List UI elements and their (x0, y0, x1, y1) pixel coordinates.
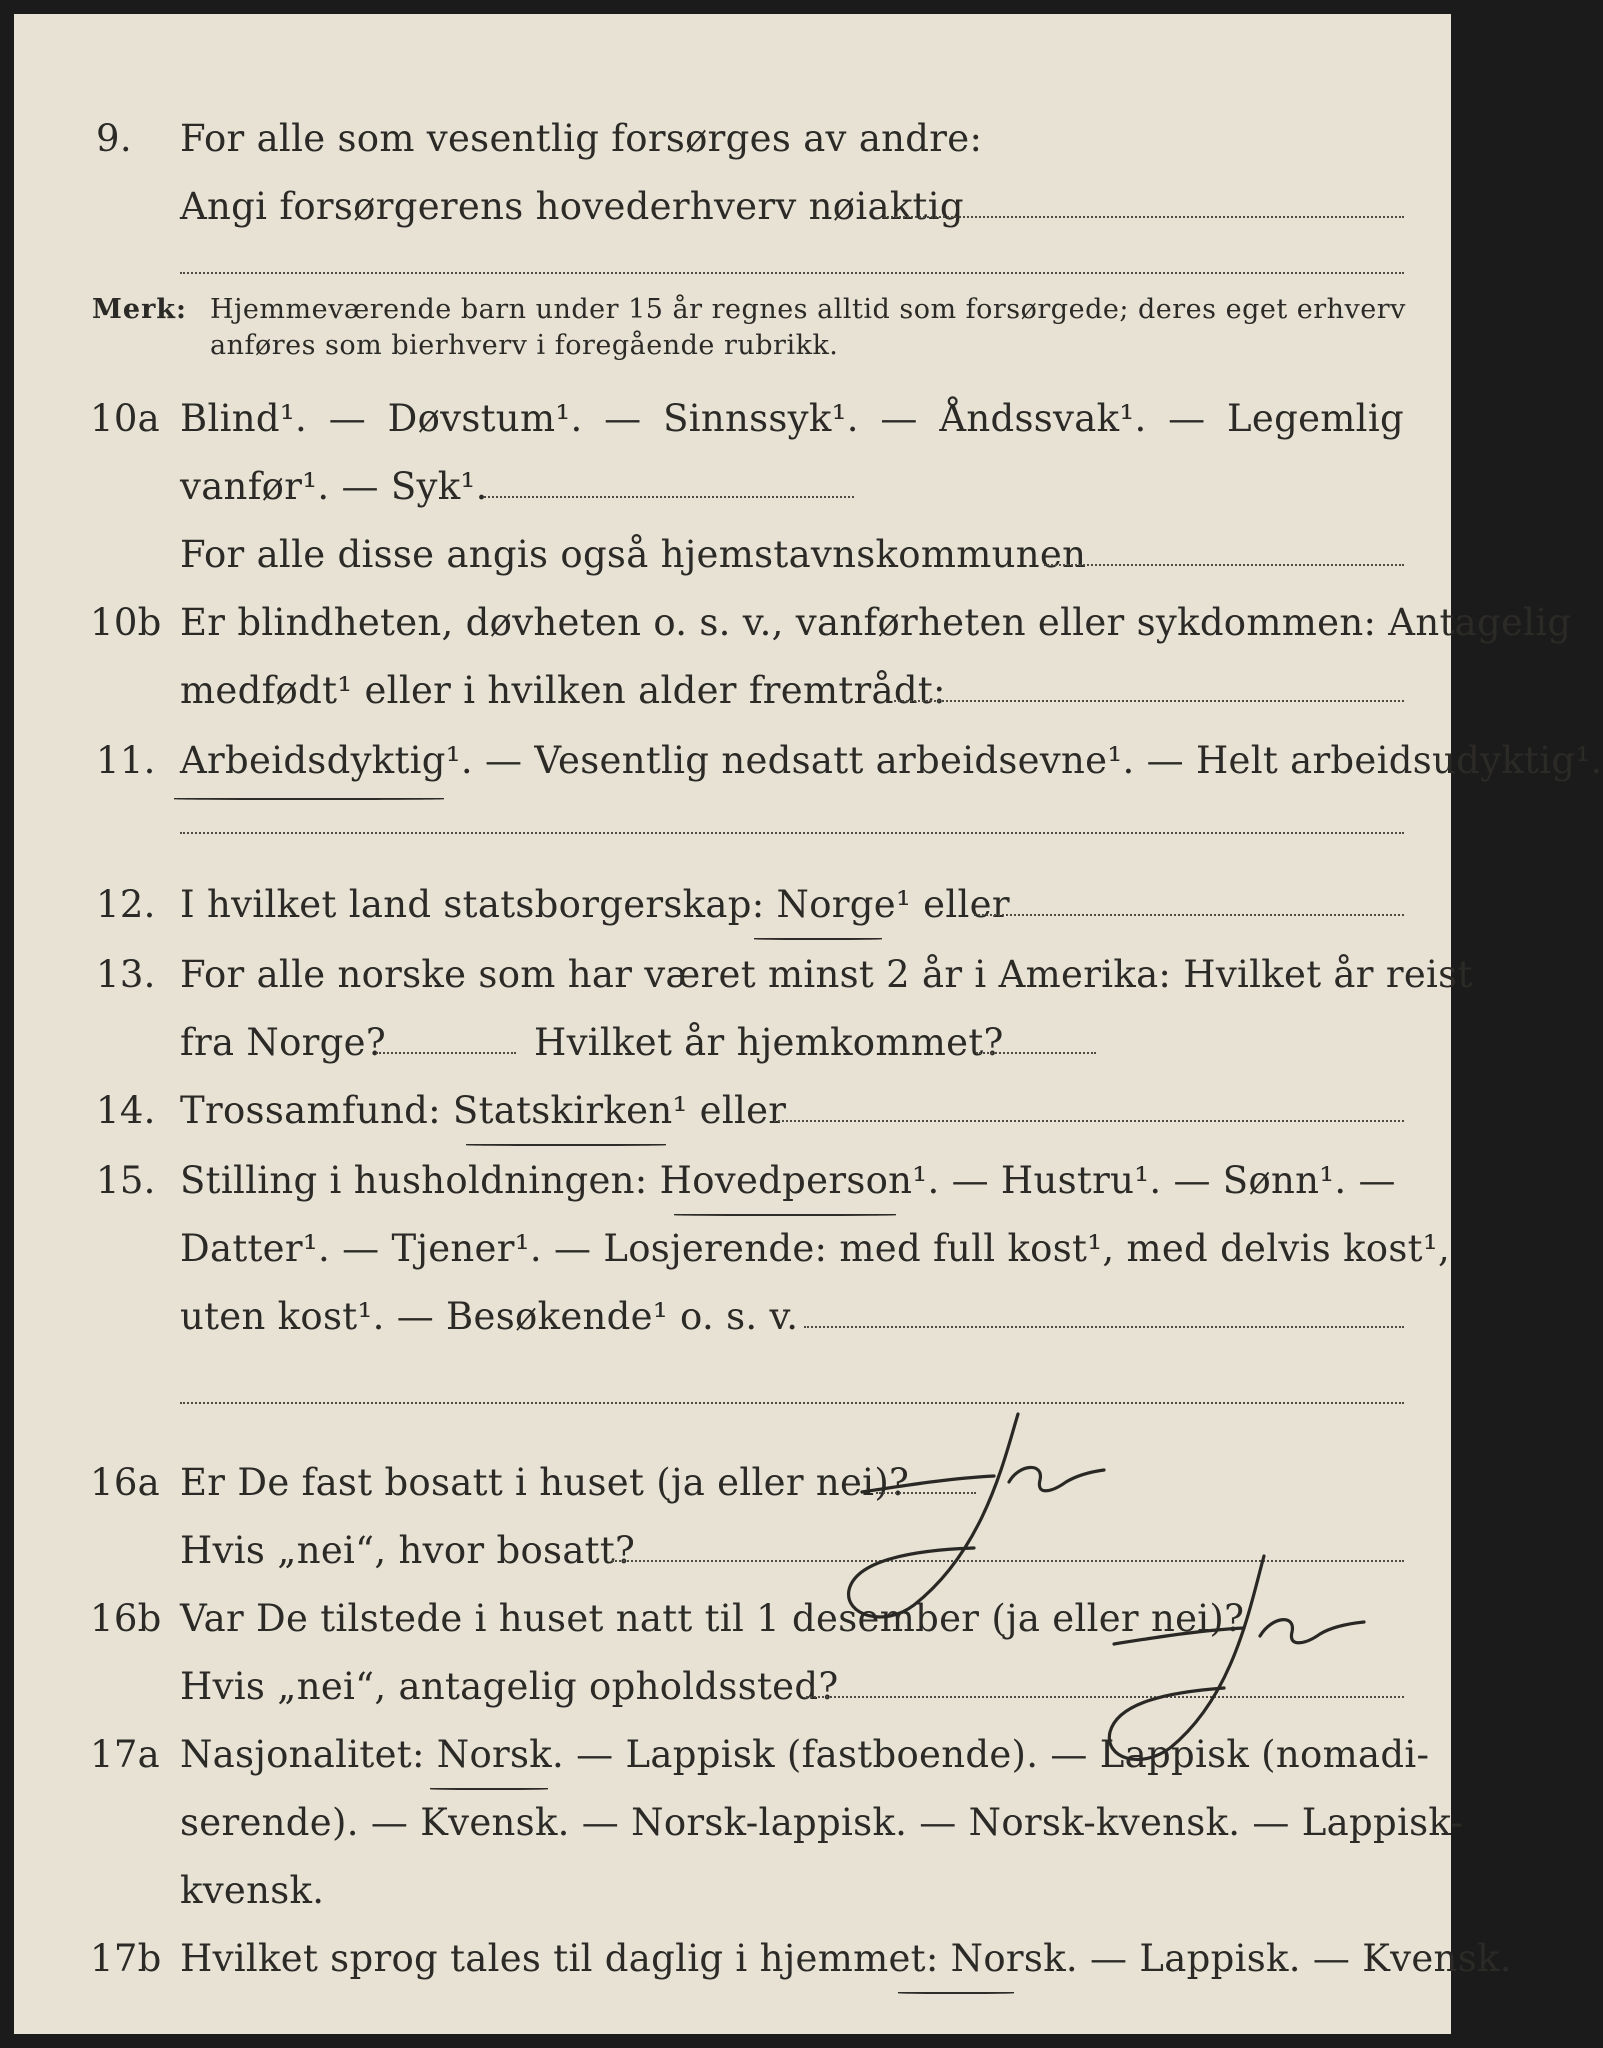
q15-text-3: uten kost¹. — Besøkende¹ o. s. v. (180, 1295, 799, 1338)
q9-answer-field[interactable] (884, 216, 1404, 218)
note-label: Merk: (92, 294, 187, 325)
dash: — (1168, 397, 1206, 440)
q9-text-2: Angi forsørgerens hovederhverv nøiaktig (180, 185, 964, 228)
q11-separator (180, 832, 1404, 834)
q13-line1 (14, 942, 1473, 1002)
option-blind[interactable]: Blind¹. (180, 397, 308, 440)
q17a-line1 (14, 1722, 1451, 1782)
q10a-line2 (14, 454, 1451, 514)
q15-text-2: Datter¹. — Tjener¹. — Losjerende: med full kost¹, med delvis kost¹, (180, 1227, 1451, 1270)
q15-number: 15. (96, 1159, 156, 1202)
q16a-text-2: Hvis „nei“, hvor bosatt? (180, 1529, 636, 1572)
dash: — (328, 397, 366, 440)
q14-underline-mark (466, 1144, 666, 1146)
q17b-text-1: Hvilket sprog tales til daglig i hjemmet: Norsk. — Lappisk. — Kvensk. (180, 1937, 1512, 1980)
q10b-text-1: Er blindheten, døvheten o. s. v., vanførheten eller sykdommen: Antagelig (180, 601, 1572, 644)
q13-number: 13. (96, 953, 156, 996)
note-text-2: anføres som bierhverv i foregående rubrikk. (210, 330, 839, 361)
q15-answer-field[interactable] (804, 1326, 1404, 1328)
q14-text-1: Trossamfund: Statskirken¹ eller (180, 1089, 787, 1132)
option-andssvak[interactable]: Åndssvak¹. (939, 397, 1147, 440)
q12-underline-mark (754, 938, 882, 940)
q16b-text-1: Var De tilstede i huset natt til 1 desember (ja eller nei)? (180, 1597, 1245, 1640)
q10a-municipality-field[interactable] (1044, 564, 1404, 566)
q9-number: 9. (96, 117, 132, 160)
q17a-line3 (14, 1858, 1451, 1918)
q17a-number: 17a (90, 1733, 161, 1776)
q17a-line2 (14, 1790, 1464, 1850)
q10a-answer-field[interactable] (484, 496, 854, 498)
q11-underline-mark (174, 798, 444, 800)
q17b-line1 (14, 1926, 1512, 1986)
q17a-text-2: serende). — Kvensk. — Norsk-lappisk. — Norsk-kvensk. — Lappisk- (180, 1801, 1464, 1844)
q12-answer-field[interactable] (974, 914, 1404, 916)
q13-text-2a: fra Norge? (180, 1021, 386, 1064)
q15-text-1: Stilling i husholdningen: Hovedperson¹. — Hustru¹. — Sønn¹. — (180, 1159, 1396, 1202)
q9-line2 (14, 174, 1451, 234)
option-sinnssyk[interactable]: Sinnssyk¹. (663, 397, 859, 440)
q13-year-returned-field[interactable] (976, 1052, 1096, 1054)
dash: — (880, 397, 918, 440)
q10a-text-2: vanfør¹. — Syk¹. (180, 465, 488, 508)
q14-line1 (14, 1078, 1451, 1138)
option-dovstum[interactable]: Døvstum¹. (387, 397, 583, 440)
q10b-text-2: medfødt¹ eller i hvilken alder fremtrådt: (180, 669, 946, 712)
q13-text-1: For alle norske som har været minst 2 år i Amerika: Hvilket år reist (180, 953, 1473, 996)
q17b-underline-mark (898, 1992, 1014, 1994)
q9-separator (180, 272, 1404, 274)
q15-line2 (14, 1216, 1451, 1276)
q10a-line3 (14, 522, 1451, 582)
q10a-number: 10a (90, 397, 161, 440)
q14-answer-field[interactable] (774, 1120, 1404, 1122)
dash: — (604, 397, 642, 440)
q16a-line1 (14, 1450, 1451, 1510)
q12-line1 (14, 872, 1451, 932)
q12-text-1: I hvilket land statsborgerskap: Norge¹ eller (180, 883, 1010, 926)
q9-line1 (14, 106, 1451, 166)
q11-number: 11. (96, 739, 156, 782)
q17a-text-1: Nasjonalitet: Norsk. — Lappisk (fastboende). — Lappisk (nomadi- (180, 1733, 1430, 1776)
q13-text-2b: Hvilket år hjemkommet? (534, 1021, 1004, 1064)
q13-line2 (14, 1010, 1451, 1070)
q10b-line1 (14, 590, 1572, 650)
option-legemlig[interactable]: Legemlig (1227, 397, 1404, 440)
q10a-line1 (14, 386, 1451, 446)
q10b-number: 10b (90, 601, 162, 644)
q10b-line2 (14, 658, 1451, 718)
q13-year-left-field[interactable] (376, 1052, 516, 1054)
q11-text-1: Arbeidsdyktig¹. — Vesentlig nedsatt arbeidsevne¹. — Helt arbeidsudyktig¹. (180, 739, 1603, 782)
census-form-page (14, 14, 1603, 2034)
q11-line1 (14, 728, 1603, 788)
q10b-answer-field[interactable] (894, 700, 1404, 702)
q16a-text-1: Er De fast bosatt i huset (ja eller nei)? (180, 1461, 910, 1504)
q12-number: 12. (96, 883, 156, 926)
q10a-text-3: For alle disse angis også hjemstavnskommunen (180, 533, 1087, 576)
q10a-text-1 (180, 397, 1404, 440)
q16b-text-2: Hvis „nei“, antagelig opholdssted? (180, 1665, 839, 1708)
q16b-number: 16b (90, 1597, 162, 1640)
q17a-text-3: kvensk. (180, 1869, 325, 1912)
q14-number: 14. (96, 1089, 156, 1132)
q16a-number: 16a (90, 1461, 161, 1504)
q15-line3 (14, 1284, 1451, 1344)
q17b-number: 17b (90, 1937, 162, 1980)
note-text-1: Hjemmeværende barn under 15 år regnes alltid som forsørgede; deres eget erhverv (210, 294, 1406, 325)
q9-text-1: For alle som vesentlig forsørges av andre: (180, 117, 983, 160)
q15-separator (180, 1402, 1404, 1404)
q15-line1 (14, 1148, 1451, 1208)
